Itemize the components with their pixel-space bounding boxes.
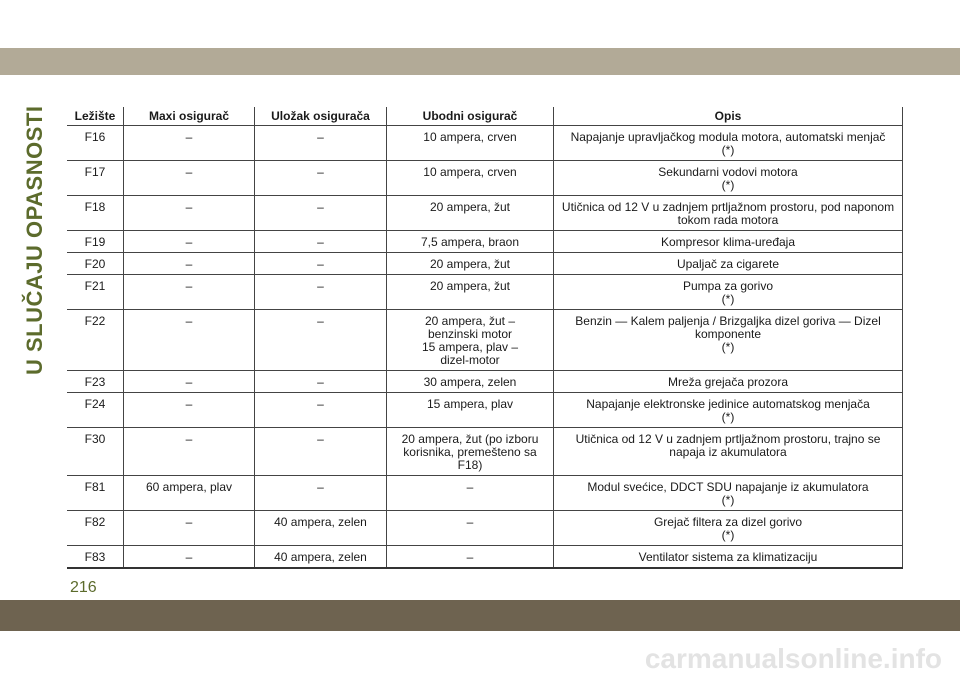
column-header-cartridge-fuse: Uložak osigurača (255, 107, 387, 126)
table-row (67, 310, 903, 371)
cell-cartridge-fuse: – (255, 126, 387, 161)
cell-blade-fuse: 10 ampera, crven (387, 161, 554, 196)
table-row (67, 126, 903, 161)
cell-location: F17 (67, 161, 124, 196)
cell-location: F82 (67, 511, 124, 546)
cell-blade-fuse: 10 ampera, crven (387, 126, 554, 161)
cell-cartridge-fuse: – (255, 428, 387, 476)
cell-location: F16 (67, 126, 124, 161)
cell-description: Napajanje elektronske jedinice automatskog menjača (*) (554, 393, 903, 428)
table-row (67, 428, 903, 476)
cell-location: F19 (67, 231, 124, 253)
table-header-row (67, 107, 903, 126)
cell-blade-fuse: – (387, 476, 554, 511)
cell-location: F20 (67, 253, 124, 275)
table-row (67, 511, 903, 546)
cell-maxi-fuse: – (124, 428, 255, 476)
cell-maxi-fuse: – (124, 393, 255, 428)
cell-maxi-fuse: – (124, 126, 255, 161)
cell-cartridge-fuse: – (255, 310, 387, 371)
cell-description: Utičnica od 12 V u zadnjem prtljažnom prostoru, trajno se napaja iz akumulatora (554, 428, 903, 476)
cell-maxi-fuse: – (124, 275, 255, 310)
table-row (67, 393, 903, 428)
cell-blade-fuse: 7,5 ampera, braon (387, 231, 554, 253)
cell-blade-fuse: 20 ampera, žut (387, 196, 554, 231)
cell-cartridge-fuse: – (255, 196, 387, 231)
table-row (67, 196, 903, 231)
cell-blade-fuse: 15 ampera, plav (387, 393, 554, 428)
cell-description: Upaljač za cigarete (554, 253, 903, 275)
cell-maxi-fuse: – (124, 161, 255, 196)
cell-maxi-fuse: – (124, 310, 255, 371)
cell-maxi-fuse: – (124, 253, 255, 275)
table-row (67, 253, 903, 275)
column-header-blade-fuse: Ubodni osigurač (387, 107, 554, 126)
fuse-table (67, 107, 903, 569)
cell-cartridge-fuse: – (255, 231, 387, 253)
watermark: carmanualsonline.info (644, 643, 942, 674)
cell-blade-fuse: 30 ampera, zelen (387, 371, 554, 393)
cell-description: Grejač filtera za dizel gorivo (*) (554, 511, 903, 546)
table-row (67, 275, 903, 310)
cell-cartridge-fuse: – (255, 476, 387, 511)
cell-cartridge-fuse: – (255, 393, 387, 428)
column-header-description: Opis (554, 107, 903, 126)
cell-maxi-fuse: 60 ampera, plav (124, 476, 255, 511)
cell-description: Pumpa za gorivo (*) (554, 275, 903, 310)
cell-description: Mreža grejača prozora (554, 371, 903, 393)
cell-location: F21 (67, 275, 124, 310)
cell-blade-fuse: 20 ampera, žut (387, 275, 554, 310)
cell-location: F24 (67, 393, 124, 428)
cell-blade-fuse: 20 ampera, žut (387, 253, 554, 275)
cell-cartridge-fuse: 40 ampera, zelen (255, 511, 387, 546)
table-row (67, 476, 903, 511)
cell-description: Sekundarni vodovi motora (*) (554, 161, 903, 196)
cell-blade-fuse: 20 ampera, žut – benzinski motor 15 ampera, plav – dizel-motor (387, 310, 554, 371)
cell-location: F30 (67, 428, 124, 476)
cell-location: F83 (67, 546, 124, 569)
cell-blade-fuse: – (387, 546, 554, 569)
column-header-maxi-fuse: Maxi osigurač (124, 107, 255, 126)
page-number: 216 (70, 579, 97, 596)
section-side-title: U SLUČAJU OPASNOSTI (22, 105, 47, 375)
cell-maxi-fuse: – (124, 546, 255, 569)
table-body (67, 126, 903, 569)
cell-cartridge-fuse: – (255, 275, 387, 310)
table-row (67, 371, 903, 393)
cell-description: Napajanje upravljačkog modula motora, automatski menjač (*) (554, 126, 903, 161)
cell-cartridge-fuse: – (255, 161, 387, 196)
cell-maxi-fuse: – (124, 231, 255, 253)
table-row (67, 161, 903, 196)
cell-description: Modul svećice, DDCT SDU napajanje iz akumulatora (*) (554, 476, 903, 511)
cell-location: F81 (67, 476, 124, 511)
cell-cartridge-fuse: 40 ampera, zelen (255, 546, 387, 569)
cell-cartridge-fuse: – (255, 371, 387, 393)
top-header-band (0, 48, 960, 75)
cell-blade-fuse: 20 ampera, žut (po izboru korisnika, premešteno sa F18) (387, 428, 554, 476)
bottom-footer-band (0, 600, 960, 631)
cell-maxi-fuse: – (124, 196, 255, 231)
cell-location: F23 (67, 371, 124, 393)
cell-location: F22 (67, 310, 124, 371)
cell-description: Ventilator sistema za klimatizaciju (554, 546, 903, 569)
cell-maxi-fuse: – (124, 511, 255, 546)
cell-location: F18 (67, 196, 124, 231)
cell-cartridge-fuse: – (255, 253, 387, 275)
column-header-location: Ležište (67, 107, 124, 126)
cell-description: Benzin — Kalem paljenja / Brizgaljka dizel goriva — Dizel komponente (*) (554, 310, 903, 371)
cell-description: Kompresor klima-uređaja (554, 231, 903, 253)
table-row (67, 546, 903, 569)
cell-maxi-fuse: – (124, 371, 255, 393)
table-row (67, 231, 903, 253)
cell-blade-fuse: – (387, 511, 554, 546)
cell-description: Utičnica od 12 V u zadnjem prtljažnom prostoru, pod naponom tokom rada motora (554, 196, 903, 231)
